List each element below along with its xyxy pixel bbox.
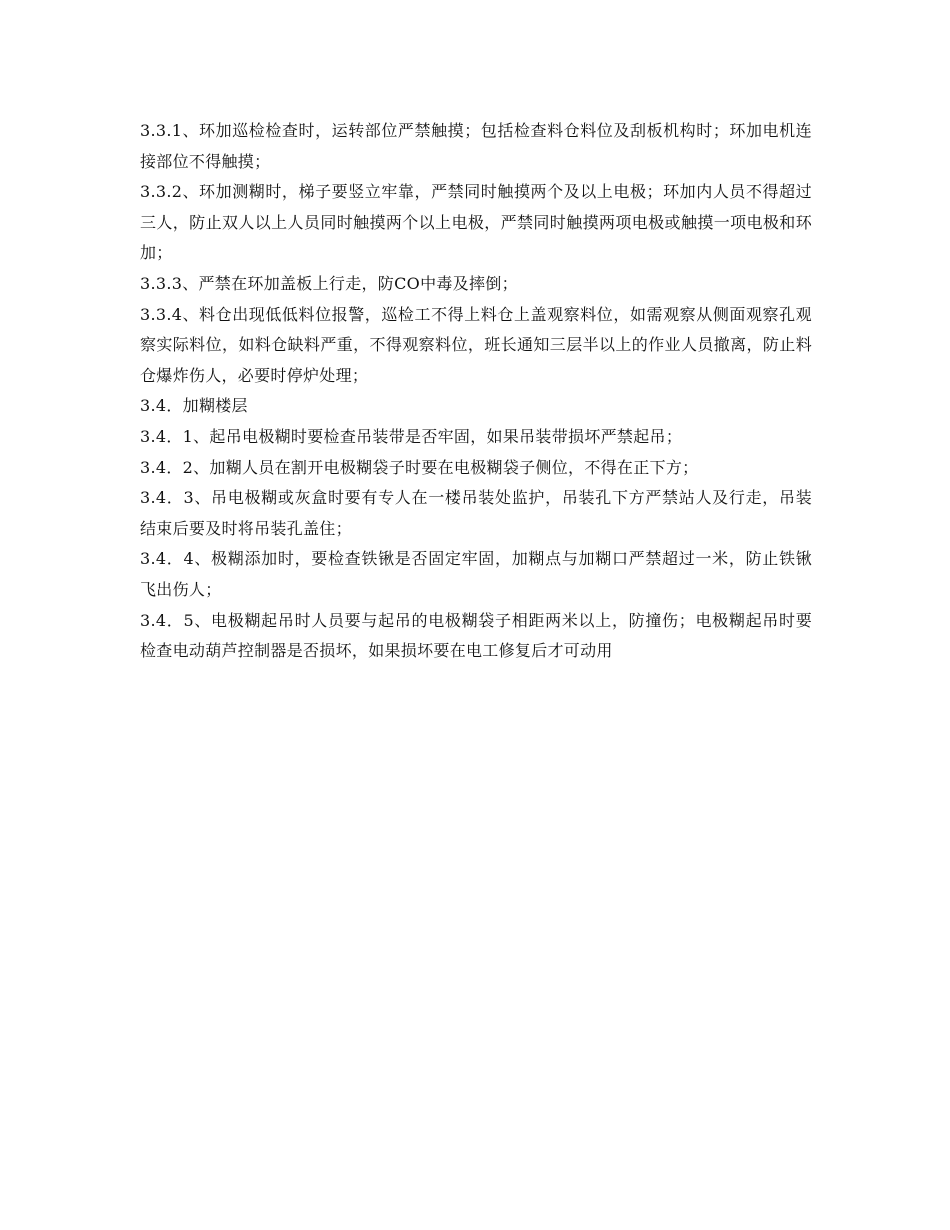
paragraph-3-4-2: 3.4．2、加糊人员在割开电极糊袋子时要在电极糊袋子侧位，不得在正下方； [140, 457, 699, 477]
document-body [140, 116, 812, 667]
paragraph-3-4-4: 3.4．4、极糊添加时，要检查铁锹是否固定牢固，加糊点与加糊口严禁超过一米，防止铁锹飞出伤人； [140, 549, 812, 599]
paragraph-3-4-3: 3.4．3、吊电极糊或灰盒时要有专人在一楼吊装处监护，吊装孔下方严禁站人及行走，吊装结束后要及时将吊装孔盖住； [140, 488, 812, 538]
section-heading-3-4: 3.4．加糊楼层 [140, 396, 248, 416]
paragraph-3-3-4: 3.3.4、料仓出现低低料位报警，巡检工不得上料仓上盖观察料位，如需观察从侧面观察孔观察实际料位，如料仓缺料严重，不得观察料位，班长通知三层半以上的作业人员撤离，防止料仓爆炸伤人，必要时停炉处理； [140, 304, 812, 385]
paragraph-3-3-1: 3.3.1、环加巡检检查时，运转部位严禁触摸；包括检查料仓料位及刮板机构时；环加电机连接部位不得触摸； [140, 121, 812, 171]
paragraph-3-3-3: 3.3.3、严禁在环加盖板上行走，防CO中毒及摔倒； [140, 273, 518, 293]
paragraph-3-3-2: 3.3.2、环加测糊时，梯子要竖立牢靠，严禁同时触摸两个及以上电极；环加内人员不得超过三人，防止双人以上人员同时触摸两个以上电极，严禁同时触摸两项电极或触摸一项电极和环加； [140, 182, 812, 263]
paragraph-3-4-1: 3.4．1、起吊电极糊时要检查吊装带是否牢固，如果吊装带损坏严禁起吊； [140, 426, 683, 446]
paragraph-3-4-5: 3.4．5、电极糊起吊时人员要与起吊的电极糊袋子相距两米以上，防撞伤；电极糊起吊时要检查电动葫芦控制器是否损坏，如果损坏要在电工修复后才可动用 [140, 610, 812, 661]
